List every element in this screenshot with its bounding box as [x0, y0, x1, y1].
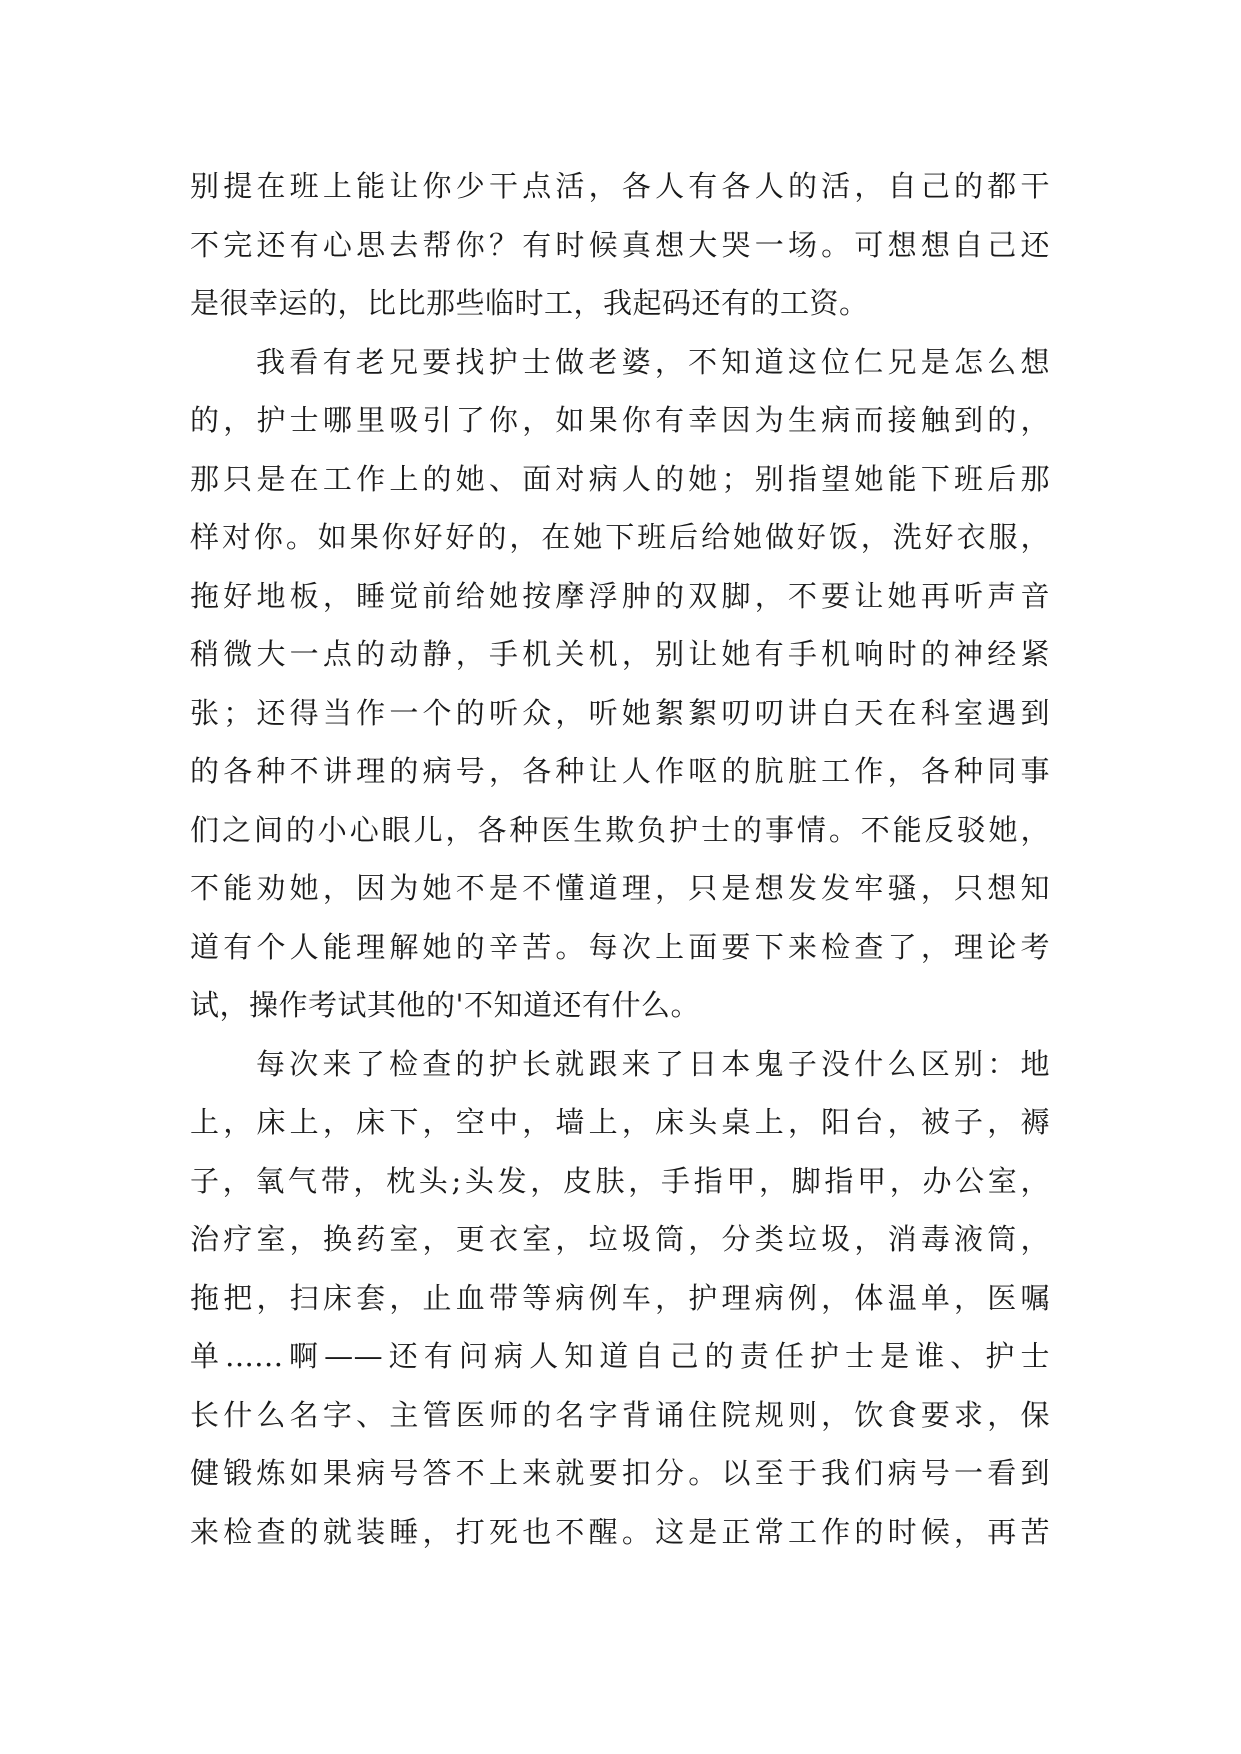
- text-line: 那只是在工作上的她、面对病人的她；别指望她能下班后那: [190, 461, 1050, 496]
- text-line: 张；还得当作一个的听众，听她絮絮叨叨讲白天在科室遇到: [190, 695, 1050, 730]
- text-line: 试，操作考试其他的'不知道还有什么。: [190, 988, 700, 1022]
- body-text: [190, 157, 1050, 1561]
- text-line: 健锻炼如果病号答不上来就要扣分。以至于我们病号一看到: [190, 1456, 1050, 1490]
- text-line: 来检查的就装睡，打死也不醒。这是正常工作的时候，再苦: [190, 1514, 1050, 1549]
- text-line: 别提在班上能让你少干点活，各人有各人的活，自己的都干: [190, 169, 1050, 203]
- text-line: 长什么名字、主管医师的名字背诵住院规则，饮食要求，保: [190, 1397, 1050, 1432]
- text-line: 子，氧气带，枕头;头发，皮肤，手指甲，脚指甲，办公室，: [190, 1163, 1050, 1198]
- text-line: 的各种不讲理的病号，各种让人作呕的肮脏工作，各种同事: [190, 754, 1050, 788]
- paragraph-start-line: 每次来了检查的护长就跟来了日本鬼子没什么区别：地: [256, 1046, 1050, 1081]
- text-line: 们之间的小心眼儿，各种医生欺负护士的事情。不能反驳她，: [190, 812, 1050, 847]
- paragraph-start-line: 我看有老兄要找护士做老婆，不知道这位仁兄是怎么想: [256, 344, 1050, 379]
- text-line: 上，床上，床下，空中，墙上，床头桌上，阳台，被子，褥: [190, 1105, 1050, 1139]
- text-line: 不能劝她，因为她不是不懂道理，只是想发发牢骚，只想知: [190, 871, 1050, 905]
- text-line: 治疗室，换药室，更衣室，垃圾筒，分类垃圾，消毒液筒，: [190, 1222, 1050, 1256]
- text-line: 不完还有心思去帮你？有时候真想大哭一场。可想想自己还: [190, 227, 1050, 262]
- text-line: 是很幸运的，比比那些临时工，我起码还有的工资。: [190, 286, 869, 320]
- text-line: 的，护士哪里吸引了你，如果你有幸因为生病而接触到的，: [190, 403, 1050, 437]
- text-line: 拖好地板，睡觉前给她按摩浮肿的双脚，不要让她再听声音: [190, 578, 1050, 613]
- text-line: 拖把，扫床套，止血带等病例车，护理病例，体温单，医嘱: [190, 1280, 1050, 1315]
- text-line: 稍微大一点的动静，手机关机，别让她有手机响时的神经紧: [190, 637, 1050, 671]
- text-line: 道有个人能理解她的辛苦。每次上面要下来检查了，理论考: [190, 929, 1050, 964]
- text-line: 单......啊——还有问病人知道自己的责任护士是谁、护士: [190, 1339, 1050, 1373]
- text-line: 样对你。如果你好好的，在她下班后给她做好饭，洗好衣服，: [190, 520, 1050, 554]
